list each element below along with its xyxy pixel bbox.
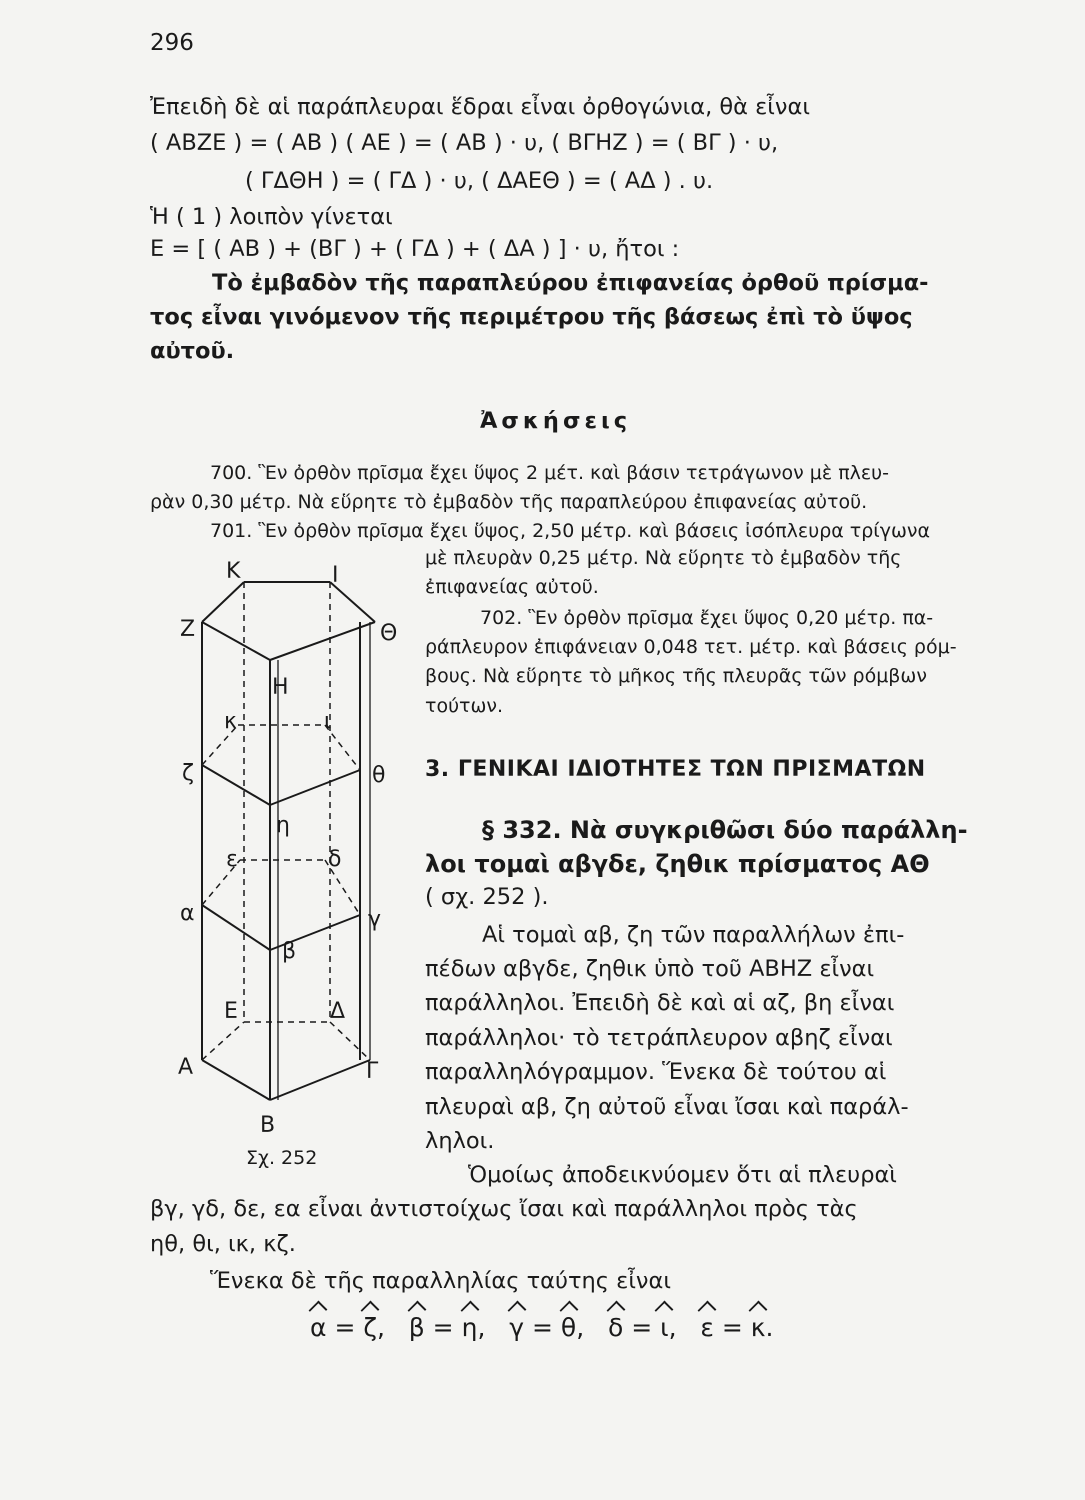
- body-line-5: παραλληλόγραμμον. Ἕνεκα δὲ τούτου αἱ: [425, 1059, 887, 1085]
- body-line-9: βγ, γδ, δε, εα εἶναι ἀντιστοίχως ἴσαι καὶ παράλληλοι πρὸς τὰς: [150, 1196, 858, 1222]
- equals-sign: =: [334, 1313, 356, 1342]
- angle-iota: ι: [660, 1313, 669, 1342]
- angle-delta: δ: [607, 1313, 624, 1342]
- label-b: β: [282, 939, 297, 964]
- angle-eta: η: [461, 1313, 478, 1342]
- exercise-701-line-3: ἐπιφανείας αὐτοῦ.: [425, 576, 599, 598]
- theorem-line-1: Τὸ ἐμβαδὸν τῆς παραπλεύρου ἐπιφανείας ὀρθοῦ πρίσμα-: [212, 270, 929, 296]
- body-line-2: πέδων αβγδε, ζηθικ ὑπὸ τοῦ ΑΒΗΖ εἶναι: [425, 956, 875, 982]
- exercise-701-line-1: 701. Ἓν ὀρθὸν πρῖσμα ἔχει ὕψος, 2,50 μέτρ. καὶ βάσεις ἰσόπλευρα τρίγωνα: [210, 520, 931, 542]
- exercises-title: Ἀσκήσεις: [480, 408, 632, 434]
- label-i: ι: [324, 709, 332, 734]
- exercise-700-line-2: ρὰν 0,30 μέτρ. Νὰ εὕρητε τὸ ἐμβαδὸν τῆς παραπλεύρου ἐπιφανείας αὐτοῦ.: [150, 491, 868, 513]
- body-line-3: παράλληλοι. Ἐπειδὴ δὲ καὶ αἱ αζ, βη εἶναι: [425, 990, 895, 1016]
- intro-line-4: Ἡ ( 1 ) λοιπὸν γίνεται: [150, 204, 393, 230]
- intro-line-1: Ἐπειδὴ δὲ αἱ παράπλευραι ἕδραι εἶναι ὀρθογώνια, θὰ εἶναι: [150, 94, 810, 120]
- angle-theta: θ: [560, 1313, 577, 1342]
- edge-hth: [270, 770, 360, 805]
- angle-alpha: α: [310, 1313, 327, 1342]
- label-H: Η: [272, 675, 289, 700]
- exercise-702-line-2: ράπλευρον ἐπιφάνειαν 0,048 τετ. μέτρ. καὶ βάσεις ρόμ-: [425, 636, 957, 658]
- label-k: κ: [224, 709, 237, 734]
- exercise-702-line-4: τούτων.: [425, 695, 504, 717]
- figure-caption: Σχ. 252: [246, 1147, 318, 1169]
- equals-sign: =: [721, 1313, 743, 1342]
- body-line-8: Ὁμοίως ἀποδεικνύομεν ὅτι αἱ πλευραὶ: [468, 1162, 897, 1188]
- exercise-700-line-1: 700. Ἓν ὀρθὸν πρῖσμα ἔχει ὕψος 2 μέτ. καὶ βάσιν τετράγωνον μὲ πλευ-: [210, 462, 889, 484]
- angle-beta: β: [408, 1313, 425, 1342]
- label-Z: Ζ: [180, 617, 196, 642]
- label-d: δ: [328, 847, 342, 872]
- label-Th: Θ: [380, 621, 398, 646]
- intro-line-3: ( ΓΔΘΗ ) = ( ΓΔ ) · υ, ( ΔΑΕΘ ) = ( ΑΔ ) . υ.: [245, 168, 714, 194]
- body-line-6: πλευραὶ αβ, ζη αὐτοῦ εἶναι ἴσαι καὶ παράλ-: [425, 1094, 909, 1120]
- comma: ,: [477, 1313, 486, 1342]
- comma: ,: [668, 1313, 677, 1342]
- label-A: Α: [178, 1055, 194, 1080]
- exercise-702-line-3: βους. Νὰ εὕρητε τὸ μῆκος τῆς πλευρᾶς τῶν ρόμβων: [425, 665, 927, 687]
- body-line-4: παράλληλοι· τὸ τετράπλευρον αβηζ εἶναι: [425, 1025, 893, 1051]
- angle-zeta: ζ: [363, 1313, 377, 1342]
- label-I: Ι: [332, 563, 339, 588]
- edge-AB: [202, 1060, 270, 1100]
- label-B: Β: [260, 1113, 276, 1138]
- label-a: α: [180, 901, 195, 926]
- edge-zh: [202, 765, 270, 805]
- page-number: 296: [150, 30, 194, 56]
- period: .: [765, 1313, 774, 1342]
- angle-kappa: κ: [750, 1313, 766, 1342]
- angle-gamma: γ: [509, 1313, 525, 1342]
- body-line-11: Ἕνεκα δὲ τῆς παραλληλίας ταύτης εἶναι: [210, 1268, 671, 1294]
- edge-ITh: [330, 582, 375, 622]
- label-g: γ: [368, 907, 382, 932]
- equals-sign: =: [531, 1313, 553, 1342]
- label-z: ζ: [182, 761, 194, 786]
- body-line-1: Αἱ τομαὶ αβ, ζη τῶν παραλλήλων ἐπι-: [482, 922, 905, 948]
- theorem-line-2: τος εἶναι γινόμενον τῆς περιμέτρου τῆς βάσεως ἐπὶ τὸ ὕψος: [150, 304, 913, 330]
- label-h: η: [276, 813, 290, 838]
- comma: ,: [376, 1313, 385, 1342]
- label-E: Ε: [224, 999, 238, 1024]
- body-line-10: ηθ, θι, ικ, κζ.: [150, 1231, 296, 1257]
- label-th: θ: [372, 763, 386, 788]
- prism-figure: [160, 560, 420, 1180]
- section-332-line-2: λοι τομαὶ αβγδε, ζηθικ πρίσματος ΑΘ: [425, 850, 930, 878]
- edge-ZK: [202, 582, 244, 622]
- section-332-line-3: ( σχ. 252 ).: [425, 884, 549, 910]
- label-K: Κ: [226, 560, 241, 584]
- comma: ,: [576, 1313, 585, 1342]
- equals-sign: =: [432, 1313, 454, 1342]
- theorem-line-3: αὐτοῦ.: [150, 338, 235, 364]
- hidden-edge-DG: [330, 1022, 370, 1060]
- edge-ab: [202, 905, 270, 950]
- intro-line-5: Ε = [ ( ΑΒ ) + (ΒΓ ) + ( ΓΔ ) + ( ΔΑ ) ] · υ, ἤτοι :: [150, 236, 680, 262]
- section-heading: 3. ΓΕΝΙΚΑΙ ΙΔΙΟΤΗΤΕΣ ΤΩΝ ΠΡΙΣΜΑΤΩΝ: [425, 757, 926, 782]
- hidden-edge-AE: [202, 1022, 244, 1060]
- equals-sign: =: [631, 1313, 653, 1342]
- edge-HZ: [202, 622, 270, 660]
- angle-equalities: [310, 1315, 773, 1340]
- section-332-line-1: § 332. Νὰ συγκριθῶσι δύο παράλλη-: [482, 816, 968, 844]
- body-line-7: ληλοι.: [425, 1128, 495, 1154]
- angle-epsilon: ε: [700, 1313, 714, 1342]
- label-D: Δ: [330, 999, 346, 1024]
- edge-BG: [270, 1060, 370, 1100]
- exercise-702-line-1: 702. Ἓν ὀρθὸν πρῖσμα ἔχει ὕψος 0,20 μέτρ. πα-: [480, 607, 934, 629]
- intro-line-2: ( ΑΒΖΕ ) = ( ΑΒ ) ( ΑΕ ) = ( ΑΒ ) · υ, ( ΒΓΗΖ ) = ( ΒΓ ) · υ,: [150, 130, 779, 156]
- label-G: Γ: [366, 1059, 379, 1084]
- label-e: ε: [226, 847, 238, 872]
- exercise-701-line-2: μὲ πλευρὰν 0,25 μέτρ. Νὰ εὕρητε τὸ ἐμβαδὸν τῆς: [425, 547, 902, 569]
